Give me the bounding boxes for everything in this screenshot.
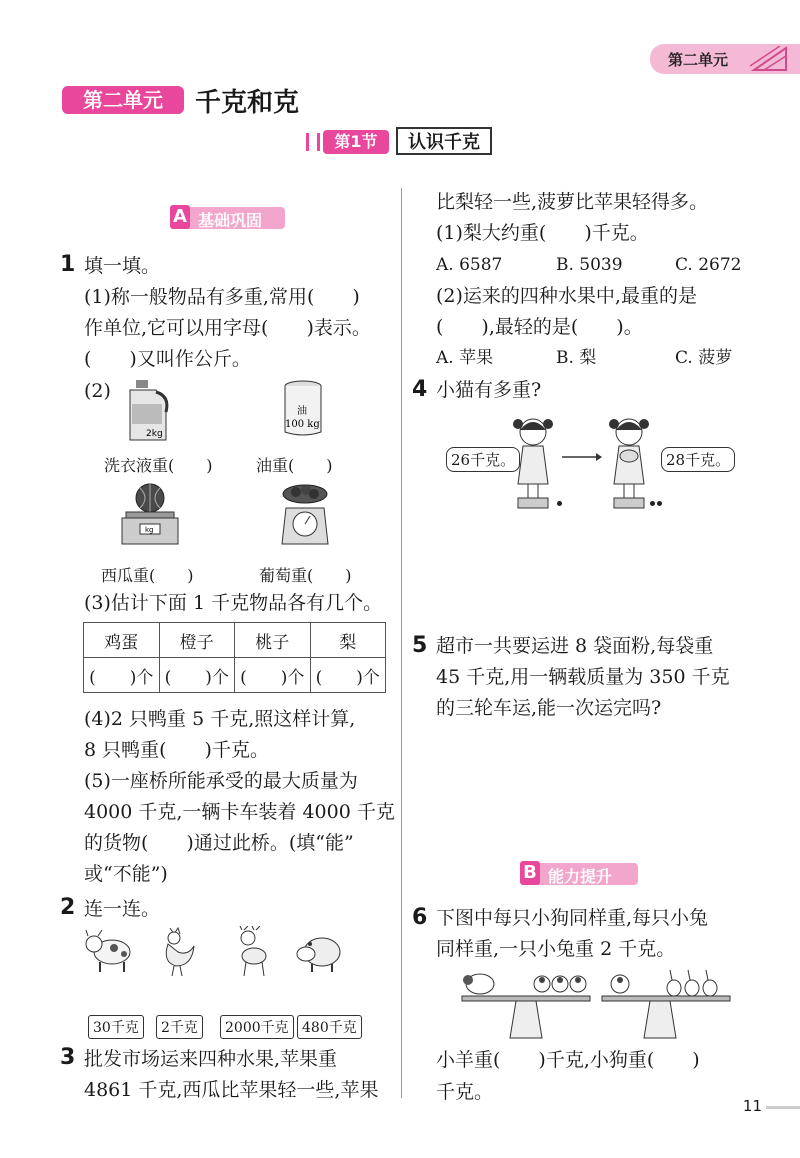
speech-bubble-28kg: 28千克。 [661, 447, 735, 472]
q6-number: 6 [412, 905, 428, 930]
unit-tab-label: 第二单元 [668, 51, 729, 69]
oil-label: 油重( ) [256, 456, 333, 475]
fruit-table [83, 622, 386, 693]
detergent-label: 洗衣液重( ) [104, 456, 213, 475]
q3-p2-line2: ( ),最轻的是( )。 [436, 316, 643, 338]
page-number-rule [766, 1106, 800, 1109]
girl-on-scale-icon [508, 412, 558, 512]
q5-line1: 超市一共要运进 8 袋面粉,每袋重 [436, 635, 714, 657]
oil-tag-2: 100 kg [285, 419, 320, 430]
cow-icon [84, 928, 134, 974]
q3-opt2-c[interactable]: C. 菠萝 [675, 348, 733, 368]
q1-p1-line2: 作单位,它可以用字母( )表示。 [84, 317, 371, 339]
table-header-cell: 桃子 [235, 623, 311, 658]
q3-opt1-b[interactable]: B. 5039 [556, 255, 623, 275]
q6-answer-line1: 小羊重( )千克,小狗重( ) [436, 1049, 700, 1071]
weight-card-2kg[interactable]: 2千克 [156, 1015, 203, 1039]
q3-number: 3 [60, 1045, 76, 1070]
weight-card-2000kg[interactable]: 2000千克 [220, 1015, 294, 1039]
table-answer-cell[interactable]: ( )个 [159, 658, 235, 693]
part-b-letter: B [520, 861, 540, 885]
q5-number: 5 [412, 633, 428, 658]
q2-title: 连一连。 [84, 898, 161, 920]
dot-marker [650, 501, 655, 506]
section-title: 认识千克 [396, 127, 492, 155]
column-divider [401, 188, 402, 1098]
q1-p5-line2: 4000 千克,一辆卡车装着 4000 千克 [84, 801, 395, 823]
part-a-label: 基础巩固 [198, 211, 263, 230]
part-a-header [170, 207, 285, 229]
q2-number: 2 [60, 895, 76, 920]
section-marker [306, 133, 320, 151]
hippo-icon [296, 932, 342, 974]
q4-title: 小猫有多重? [436, 379, 542, 401]
grape-label: 葡萄重( ) [259, 566, 352, 585]
q1-p1-line3: ( )又叫作公斤。 [84, 348, 251, 370]
q1-p5-line3: 的货物( )通过此桥。(填“能” [84, 832, 354, 854]
triangle-ruler-icon [750, 46, 790, 72]
part-b-header [520, 863, 638, 885]
table-answer-cell[interactable]: ( )个 [235, 658, 311, 693]
q6-line2: 同样重,一只小兔重 2 千克。 [436, 938, 676, 960]
q3-opt2-a[interactable]: A. 苹果 [436, 348, 494, 368]
q3-opt1-c[interactable]: C. 2672 [675, 255, 742, 275]
q3-line3: 比梨轻一些,菠萝比苹果轻得多。 [436, 191, 709, 213]
section-badge: 第1节 [323, 130, 389, 154]
q1-p5-line4: 或“不能”) [84, 863, 168, 885]
oil-tag-1: 油 [297, 406, 307, 417]
unit-badge: 第二单元 [62, 86, 184, 114]
q1-p5-line1: (5)一座桥所能承受的最大质量为 [84, 770, 358, 792]
grape-scale-icon [276, 482, 334, 546]
q1-title: 填一填。 [84, 255, 161, 277]
q5-line3: 的三轮车运,能一次运完吗? [436, 697, 662, 719]
q1-number: 1 [60, 252, 76, 277]
q3-line1: 批发市场运来四种水果,苹果重 [84, 1048, 338, 1070]
deer-icon [230, 926, 272, 978]
table-header-cell: 梨 [310, 623, 386, 658]
q1-p2-label: (2) [84, 380, 111, 402]
unit-tab [650, 44, 800, 74]
unit-title: 千克和克 [195, 88, 300, 118]
arrow-icon [562, 452, 602, 462]
weight-card-30kg[interactable]: 30千克 [88, 1015, 144, 1039]
q1-p3: (3)估计下面 1 千克物品各有几个。 [84, 592, 383, 614]
part-b-label: 能力提升 [548, 867, 613, 886]
speech-bubble-26kg: 26千克。 [446, 447, 520, 472]
q3-p1: (1)梨大约重( )千克。 [436, 222, 649, 244]
table-header-cell: 鸡蛋 [84, 623, 160, 658]
rooster-icon [158, 926, 198, 978]
watermelon-scale-icon [120, 480, 180, 546]
q3-opt1-a[interactable]: A. 6587 [436, 255, 503, 275]
table-header-row [84, 623, 386, 658]
page-number: 11 [742, 1097, 762, 1115]
detergent-bottle-icon [122, 378, 174, 444]
q1-p4-line1: (4)2 只鸭重 5 千克,照这样计算, [84, 708, 356, 730]
q6-line1: 下图中每只小狗同样重,每只小兔 [436, 907, 709, 929]
q1-p1-line1: (1)称一般物品有多重,常用( ) [84, 286, 360, 308]
weight-card-480kg[interactable]: 480千克 [297, 1015, 362, 1039]
dot-marker [657, 501, 662, 506]
q3-opt2-b[interactable]: B. 梨 [556, 348, 597, 368]
q4-number: 4 [412, 377, 428, 402]
balance-sheep-dogs-icon [458, 966, 594, 1042]
q3-line2: 4861 千克,西瓜比苹果轻一些,苹果 [84, 1079, 379, 1101]
girl-holding-cat-on-scale-icon [604, 412, 658, 512]
q5-line2: 45 千克,用一辆载质量为 350 千克 [436, 666, 730, 688]
watermelon-label: 西瓜重( ) [101, 566, 194, 585]
q3-p2-line1: (2)运来的四种水果中,最重的是 [436, 285, 697, 307]
detergent-tag: 2kg [146, 429, 163, 439]
dot-marker [557, 501, 562, 506]
table-header-cell: 橙子 [159, 623, 235, 658]
table-row [84, 658, 386, 693]
balance-dog-rabbits-icon [598, 966, 734, 1042]
part-a-letter: A [170, 205, 190, 229]
q1-p4-line2: 8 只鸭重( )千克。 [84, 739, 269, 761]
oil-barrel-icon [282, 380, 324, 438]
q6-answer-line2: 千克。 [436, 1081, 494, 1103]
table-answer-cell[interactable]: ( )个 [310, 658, 386, 693]
table-answer-cell[interactable]: ( )个 [84, 658, 160, 693]
scale-tag: kg [145, 526, 154, 534]
